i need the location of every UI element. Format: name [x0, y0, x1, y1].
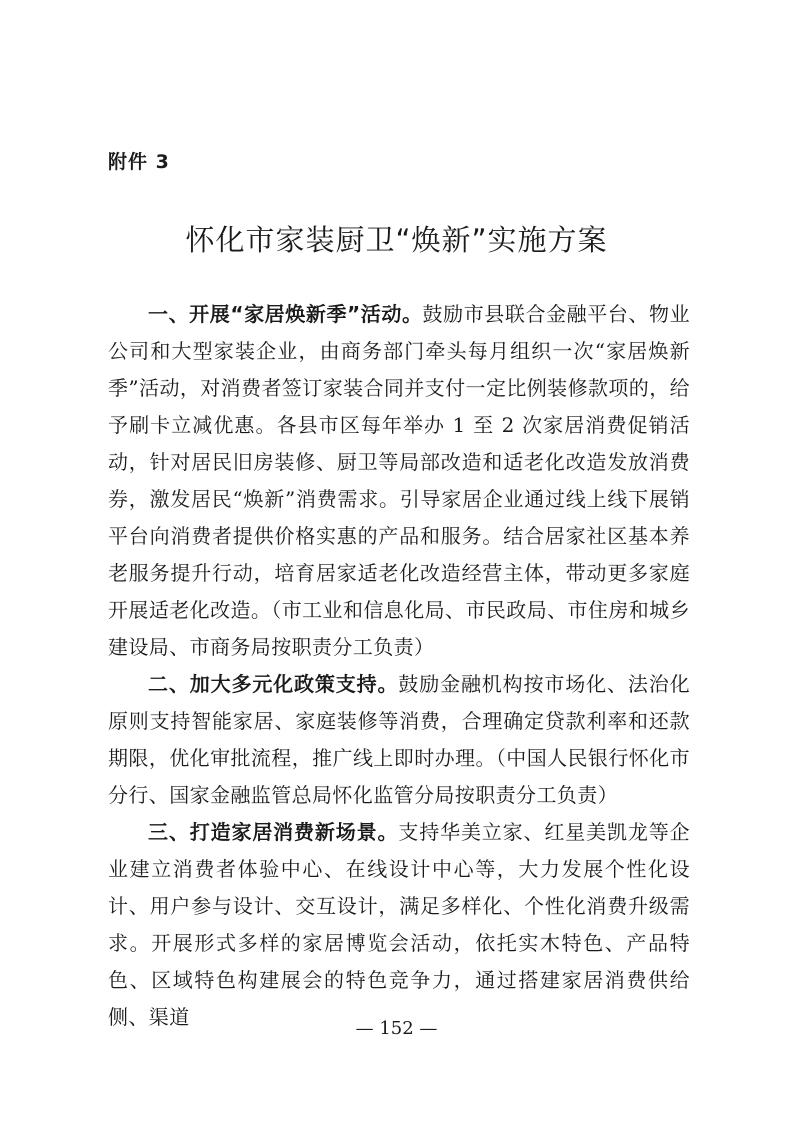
document-body — [108, 296, 690, 1036]
page-number: — 152 — — [355, 1018, 438, 1039]
document-title: 怀化市家装厨卫“焕新”实施方案 — [185, 223, 608, 257]
paragraph-1-heading: 一、开展“家居焕新季”活动。 — [148, 302, 423, 326]
paragraph-3-text: 支持华美立家、红星美凯龙等企业建立消费者体验中心、在线设计中心等，大力发展个性化设计、用户参与设计、交互设计，满足多样化、个性化消费升级需求。开展形式多样的家居博览会活动，依托实木特色、产品特色、区域特色构建展会的特色竞争力，通过搭建家居消费供给侧、渠道 — [108, 820, 690, 1029]
paragraph-3-heading: 三、打造家居消费新场景。 — [148, 820, 399, 844]
paragraph-1-text: 鼓励市县联合金融平台、物业公司和大型家装企业，由商务部门牵头每月组织一次“家居焕新季”活动，对消费者签订家装合同并支付一定比例装修款项的，给予刷卡立减优惠。各县市区每年举办 1 至 2 次家居消费促销活动，针对居民旧房装修、厨卫等局部改造和适老化改造发放消费券，激发居民“焕新”消费需求。引导家居企业通过线上线下展销平台向消费者提供价格实惠的产品和服务。结合居家社区基本养老服务提升行动，培育居家适老化改造经营主体，带动更多家庭开展适老化改造。（市工业和信息化局、市民政局、市住房和城乡建设局、市商务局按职责分工负责） — [108, 302, 690, 659]
paragraph-2-heading: 二、加大多元化政策支持。 — [148, 672, 399, 696]
attachment-label: 附件 3 — [108, 151, 170, 173]
paragraph-3 — [108, 814, 690, 1036]
paragraph-1 — [108, 296, 690, 666]
paragraph-2 — [108, 666, 690, 814]
paragraph-2-text: 鼓励金融机构按市场化、法治化原则支持智能家居、家庭装修等消费，合理确定贷款利率和还款期限，优化审批流程，推广线上即时办理。（中国人民银行怀化市分行、国家金融监管总局怀化监管分局按职责分工负责） — [108, 672, 690, 807]
